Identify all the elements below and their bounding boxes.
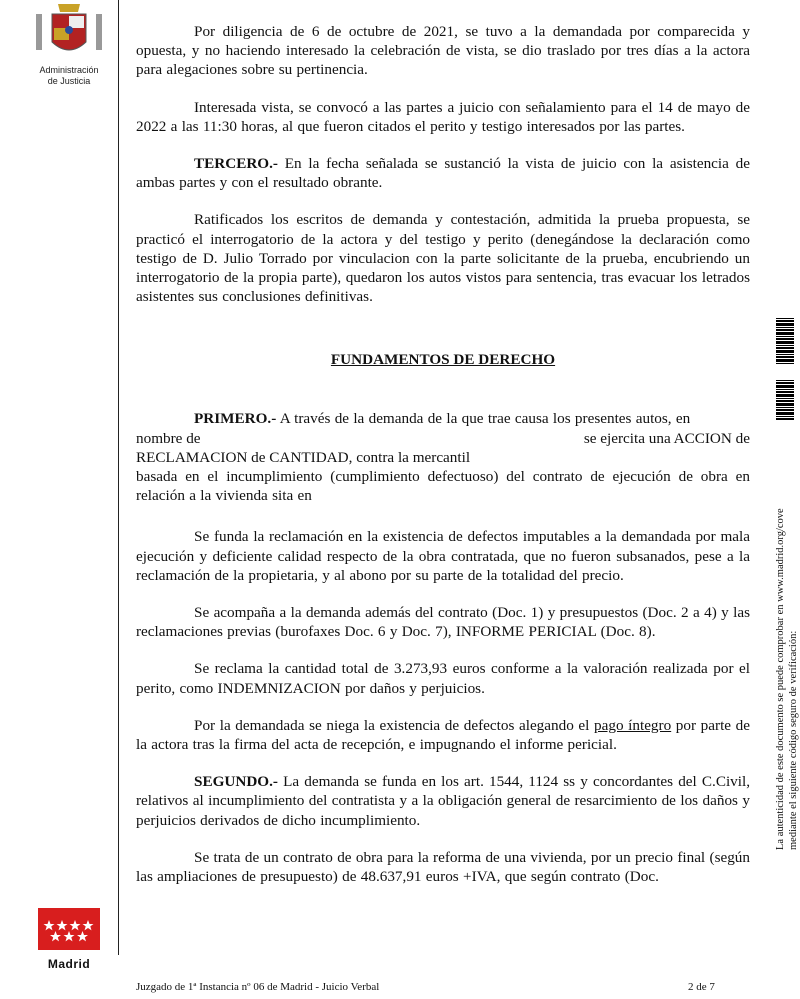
barcode-stripe (776, 407, 794, 408)
document-body (136, 22, 750, 886)
barcode-stripe (776, 359, 794, 362)
paragraph: Se funda la reclamación en la existencia de defectos imputables a la demandada por mala ejecución y deficiente calidad respecto de la obra contratada, que no fueron subsanados, pese a la reclamación de la propietaria, y al abono por su parte de la totalidad del precio. (136, 528, 750, 584)
barcode-icon (776, 380, 794, 421)
paragraph: Ratificados los escritos de demanda y contestación, admitida la prueba propuesta, se practicó el interrogatorio de la actora y del testigo y perito (denegándose la declaración como testigo de D. Julio Torrado por vinculacion con la parte solicitante de la prueba, encubriendo un interrogatorio de la propia parte), quedaron los autos vistos para sentencia, tras evacuar los letrados asistentes sus conclusiones definitivas. (136, 211, 750, 306)
comunidad-madrid-logo (38, 908, 100, 971)
margin-rule (118, 0, 119, 955)
barcode-stripe (776, 380, 794, 381)
coat-of-arms-icon (34, 0, 104, 60)
barcode-stripe (776, 332, 794, 335)
barcode-stripe (776, 327, 794, 328)
barcode-stripe (776, 409, 794, 411)
barcode-stripe (776, 403, 794, 406)
barcode-stripe (776, 400, 794, 402)
paragraph: Se acompaña a la demanda además del contrato (Doc. 1) y presupuestos (Doc. 2 a 4) y las reclamaciones previas (burofaxes Doc. 6 y Doc. 7), INFORME PERICIAL (Doc. 8). (136, 604, 750, 641)
redacted-line: RECLAMACION de CANTIDAD, contra la mercantil (136, 448, 471, 466)
barcode-stripe (776, 385, 794, 388)
paragraph: Por diligencia de 6 de octubre de 2021, se tuvo a la demandada por comparecida y opuesta, y no haciendo interesado la celebración de vista, se dio traslado por tres días a la actora para alegaciones sobre su pertinencia. (136, 23, 750, 79)
barcode-stripe (776, 341, 794, 344)
section-heading: FUNDAMENTOS DE DERECHO (330, 351, 556, 369)
logo-caption: Administración de Justicia (39, 65, 99, 86)
barcode-stripe (776, 382, 794, 384)
barcode-stripe (776, 354, 794, 355)
barcode-icon (776, 318, 794, 365)
barcode-stripe (776, 391, 794, 393)
paragraph: Interesada vista, se convocó a las partes a juicio con señalamiento para el 14 de mayo de 2022 a las 11:30 horas, al que fueron citados el perito y testigo interesados por las partes. (136, 98, 750, 135)
barcode-stripe (776, 398, 794, 399)
section-label: PRIMERO.- (194, 410, 277, 428)
section-label: SEGUNDO.- (194, 773, 278, 791)
barcode-stripe (776, 347, 794, 349)
paragraph-primero: PRIMERO.- A través de la demanda de la que trae causa los presentes autos, en (194, 410, 691, 428)
barcode-stripe (776, 418, 794, 420)
barcode-stripe (776, 350, 794, 353)
madrid-flag-icon (38, 908, 100, 950)
barcode-stripe (776, 394, 794, 397)
barcode-stripe (776, 412, 794, 415)
barcode-stripe (776, 363, 794, 364)
footer-court-name: Juzgado de 1ª Instancia nº 06 de Madrid - Juicio Verbal (136, 981, 380, 993)
paragraph-segundo: SEGUNDO.- La demanda se funda en los art. 1544, 1124 ss y concordantes del C.Civil, relativos al incumplimiento del contratista y a la obligación general de resarcimiento de los daños y perjuicios derivados de dicho incumplimiento. (136, 773, 750, 829)
barcode-stripe (776, 329, 794, 331)
barcode-stripe (776, 323, 794, 326)
barcode-stripe (776, 338, 794, 340)
barcode-stripe (776, 336, 794, 337)
barcode-stripe (776, 318, 794, 319)
barcode-stripe (776, 320, 794, 322)
barcode-stripe (776, 356, 794, 358)
paragraph: Se trata de un contrato de obra para la reforma de una vivienda, por un precio final (según las ampliaciones de presupuesto) de 48.637,91 euros +IVA, que según contrato (Doc. (136, 848, 750, 886)
verification-note: La autenticidad de este documento se puede comprobar en www.madrid.org/cove mediante el siguiente código seguro de verificación: (775, 508, 799, 850)
underlined-text: pago íntegro (594, 716, 672, 734)
administracion-justicia-logo (34, 0, 104, 87)
redacted-line: nombre de se ejercita una ACCION de (136, 429, 750, 447)
madrid-wordmark: Madrid (47, 957, 91, 971)
section-label: TERCERO.- (194, 155, 278, 173)
paragraph-tercero: TERCERO.- En la fecha señalada se sustanció la vista de juicio con la asistencia de ambas partes y con el resultado obrante. (136, 155, 750, 192)
barcode-stripe (776, 389, 794, 390)
paragraph: basada en el incumplimiento (cumplimiento defectuoso) del contrato de ejecución de obra en relación a la vivienda sita en (136, 468, 750, 505)
barcode-stripe (776, 345, 794, 346)
paragraph: Se reclama la cantidad total de 3.273,93 euros conforme a la valoración realizada por el perito, como INDEMNIZACION por daños y perjuicios. (136, 660, 750, 697)
page-number: 2 de 7 (688, 981, 715, 993)
paragraph: Por la demandada se niega la existencia de defectos alegando el pago íntegro por parte de la actora tras la firma del acta de recepción, e impugnando el informe pericial. (136, 716, 750, 754)
barcode-stripe (776, 416, 794, 417)
